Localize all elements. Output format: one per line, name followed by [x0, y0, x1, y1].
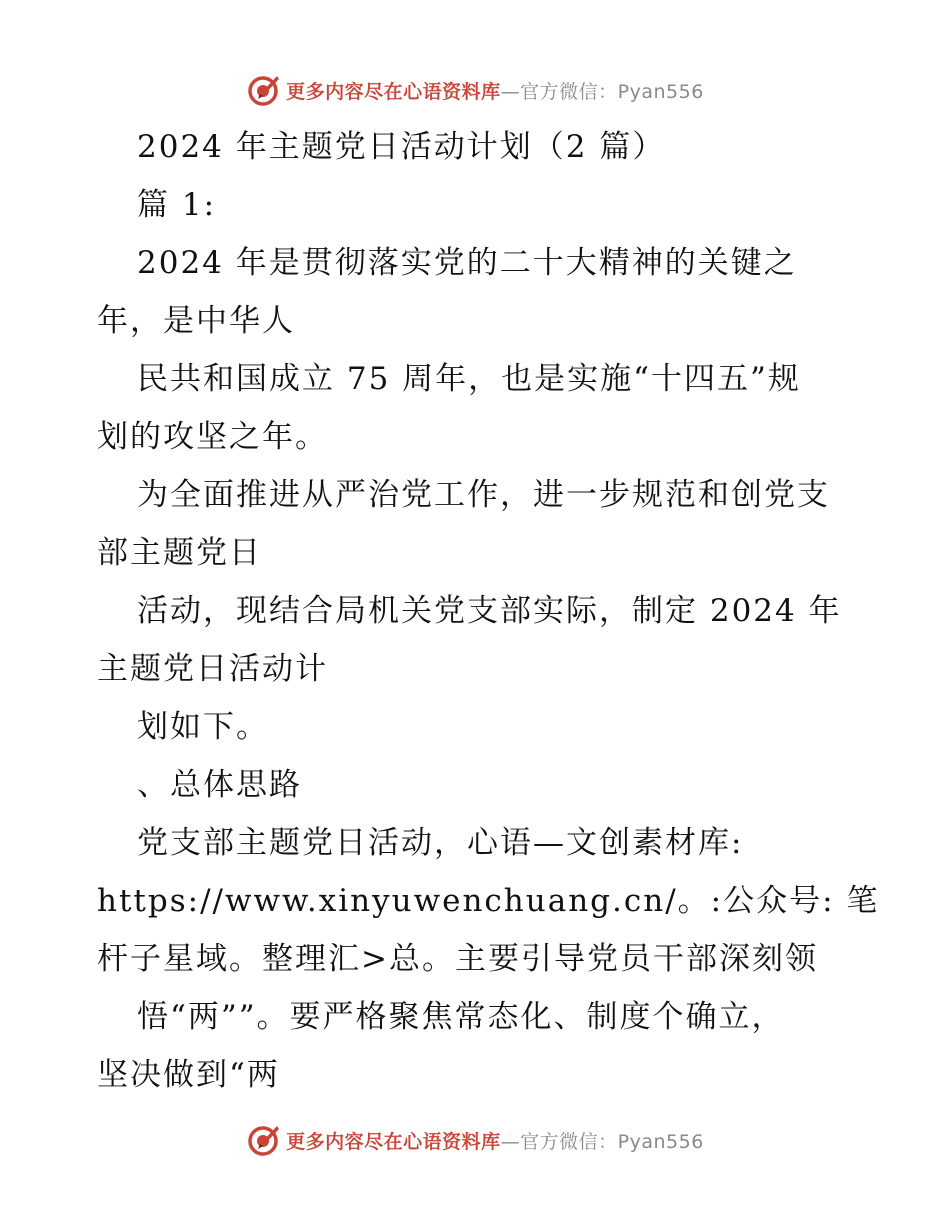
- paragraph-line: 划如下。: [137, 709, 269, 745]
- banner-brand-text: 更多内容尽在心语资料库: [286, 80, 501, 103]
- paragraph-line: 坚决做到“两: [97, 1057, 280, 1093]
- quill-pen-logo-icon: [246, 72, 282, 108]
- paragraph-line: 划的攻坚之年。: [97, 419, 328, 455]
- document-body: [97, 118, 880, 1104]
- section-heading: 、总体思路: [137, 767, 302, 803]
- document-title: 2024 年主题党日活动计划（2 篇）: [137, 129, 666, 165]
- paragraph-line: 杆子星域。整理汇>总。主要引导党员干部深刻领: [97, 941, 818, 977]
- paragraph-line: 部主题党日: [97, 535, 262, 571]
- paragraph-line-url: https://www.xinyuwenchuang.cn/。:公众号: 笔: [97, 883, 880, 919]
- paragraph-line: 悟“两””。要严格聚焦常态化、制度个确立，: [137, 999, 785, 1035]
- footer-watermark-banner: [0, 1120, 950, 1160]
- paragraph-line: 民共和国成立 75 周年，也是实施“十四五”规: [137, 361, 801, 397]
- banner-wechat-text: —官方微信：Pyan556: [500, 1130, 704, 1153]
- header-watermark-banner: [0, 70, 950, 110]
- section-label: 篇 1:: [137, 187, 217, 223]
- paragraph-line: 2024 年是贯彻落实党的二十大精神的关键之: [137, 245, 797, 281]
- paragraph-line: 主题党日活动计: [97, 651, 328, 687]
- quill-pen-logo-icon: [246, 1122, 282, 1158]
- paragraph-line: 党支部主题党日活动，心语—文创素材库:: [137, 825, 744, 861]
- banner-wechat-text: —官方微信：Pyan556: [500, 80, 704, 103]
- paragraph-line: 活动，现结合局机关党支部实际，制定 2024 年: [137, 593, 842, 629]
- paragraph-line: 年，是中华人: [97, 303, 295, 339]
- paragraph-line: 为全面推进从严治党工作，进一步规范和创党支: [137, 477, 830, 513]
- banner-brand-text: 更多内容尽在心语资料库: [286, 1130, 501, 1153]
